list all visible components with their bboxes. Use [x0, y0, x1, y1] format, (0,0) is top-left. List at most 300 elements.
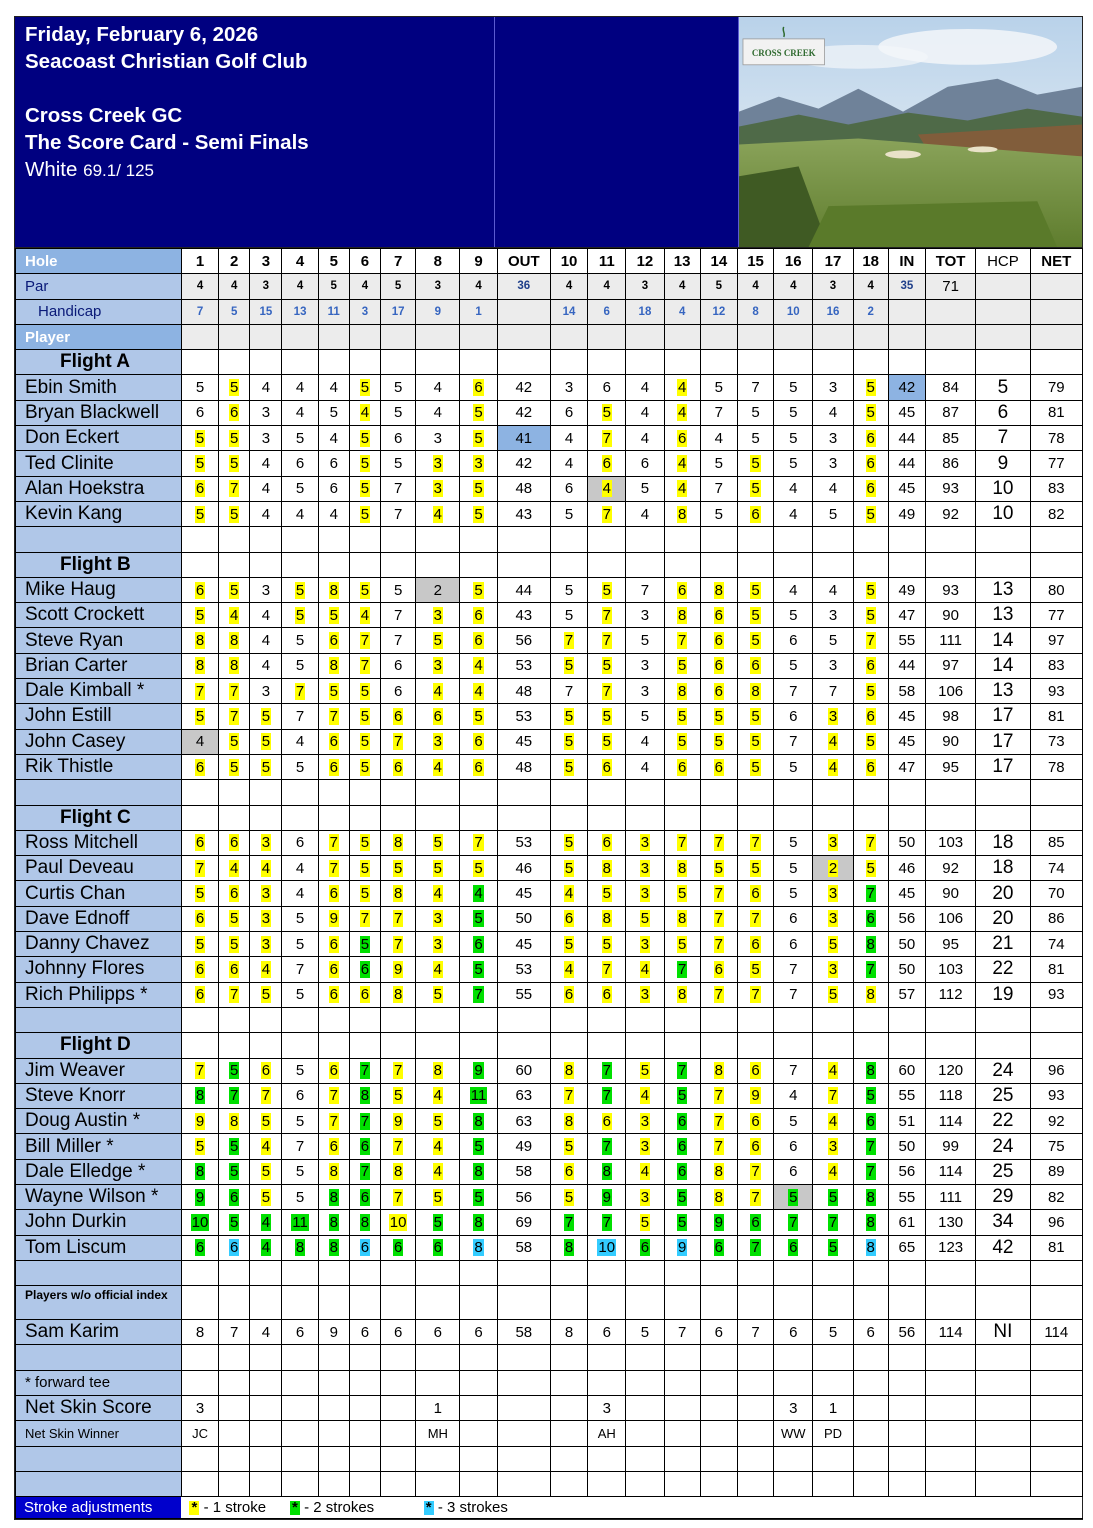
score-cell-hcp: [976, 1345, 1030, 1370]
stroke-highlight: 10: [191, 1213, 209, 1231]
score-cell-4: 5: [282, 982, 318, 1007]
player-row: [16, 375, 1083, 400]
score-cell-10: [550, 552, 587, 577]
spacer-row: [16, 1260, 1083, 1285]
score-cell-11: [588, 1007, 626, 1032]
stroke-highlight: 6: [195, 581, 205, 599]
score-cell-16: [774, 780, 813, 805]
player-row: [16, 1235, 1083, 1260]
stroke-highlight: 6: [677, 1163, 687, 1181]
score-cell-net: 77: [1030, 603, 1082, 628]
score-cell-out: [497, 1370, 550, 1395]
score-cell-18: [853, 1471, 888, 1496]
score-cell-net: 75: [1030, 1134, 1082, 1159]
score-cell-16: 7: [774, 679, 813, 704]
stroke-highlight: 6: [866, 480, 875, 498]
score-cell-13: [664, 451, 700, 476]
stroke-highlight: 7: [602, 632, 611, 650]
stroke-highlight: 5: [602, 707, 611, 725]
score-cell-15: [737, 1235, 773, 1260]
score-cell-6: [349, 324, 380, 349]
score-cell-7: [381, 1286, 416, 1320]
score-cell-hcp: 24: [976, 1058, 1030, 1083]
score-cell-3: [250, 1058, 282, 1083]
score-cell-tot: 95: [925, 932, 975, 957]
score-cell-10: [550, 1286, 587, 1320]
score-cell-tot: 84: [925, 375, 975, 400]
stroke-highlight: 7: [230, 682, 239, 700]
score-cell-tot: 85: [925, 426, 975, 451]
score-cell-11: 6: [588, 375, 626, 400]
header-blank-panel: [495, 17, 739, 247]
stroke-highlight: 7: [602, 1087, 611, 1105]
score-cell-6: [349, 1058, 380, 1083]
score-cell-in: 55: [888, 1184, 925, 1209]
score-cell-net: 79: [1030, 375, 1082, 400]
score-cell-2: [219, 577, 250, 602]
score-cell-12: [626, 1421, 664, 1446]
score-cell-4: 7: [282, 957, 318, 982]
player-name: Danny Chavez: [16, 932, 182, 957]
stroke-highlight: 8: [564, 1062, 574, 1080]
score-cell-13: [664, 603, 700, 628]
score-cell-8: [416, 1134, 460, 1159]
score-cell-5: [318, 754, 349, 779]
stroke-highlight: 9: [602, 1188, 611, 1206]
score-cell-13: [664, 1033, 700, 1058]
score-cell-net: [1030, 299, 1082, 324]
stroke-highlight: 6: [360, 986, 370, 1004]
score-cell-13: [664, 628, 700, 653]
stroke-highlight: 6: [474, 935, 483, 953]
stroke-highlight: 4: [640, 960, 650, 978]
score-cell-17: 4: [813, 400, 853, 425]
score-cell-2: [219, 350, 250, 375]
score-cell-5: [318, 350, 349, 375]
stroke-highlight: 6: [230, 885, 239, 903]
score-cell-15: [737, 476, 773, 501]
score-cell-15: [737, 1446, 773, 1471]
score-cell-6: [349, 577, 380, 602]
score-cell-4: 7: [282, 704, 318, 729]
score-cell-14: [700, 1370, 737, 1395]
score-cell-5: [318, 1058, 349, 1083]
score-cell-7: [381, 1396, 416, 1421]
score-cell-7: [381, 1421, 416, 1446]
stroke-highlight: 3: [640, 1138, 650, 1156]
player-name: John Durkin: [16, 1210, 182, 1235]
player-row: [16, 982, 1083, 1007]
score-cell-4: 5: [282, 1058, 318, 1083]
player-row: [16, 1109, 1083, 1134]
stroke-highlight: 5: [640, 1213, 650, 1231]
stroke-highlight: 7: [602, 429, 611, 447]
stroke-highlight: 6: [714, 960, 724, 978]
score-cell-3: [250, 780, 282, 805]
stroke-highlight: 6: [230, 1239, 239, 1257]
stroke-highlight: 6: [866, 429, 875, 447]
stroke-highlight: 6: [866, 707, 875, 725]
stroke-highlight: 8: [433, 1062, 442, 1080]
score-cell-3: [250, 729, 282, 754]
score-cell-10: [550, 1446, 587, 1471]
net-skin-winner-row: [16, 1421, 1083, 1446]
score-cell-16: 5: [774, 1109, 813, 1134]
score-cell-11: [588, 754, 626, 779]
stroke-highlight: 8: [474, 1239, 483, 1257]
stroke-highlight: 6: [751, 935, 760, 953]
score-cell-14: [700, 1235, 737, 1260]
score-cell-11: AH: [588, 1421, 626, 1446]
stroke-highlight: 8: [714, 581, 724, 599]
score-cell-4: 6: [282, 1320, 318, 1345]
player-name: Doug Austin *: [16, 1109, 182, 1134]
column-header: Hole: [16, 249, 182, 274]
score-cell-17: [813, 704, 853, 729]
score-cell-3: 3: [250, 577, 282, 602]
score-cell-2: [219, 1033, 250, 1058]
score-cell-5: 4: [318, 501, 349, 526]
score-cell-9: [460, 1370, 497, 1395]
stroke-highlight: 5: [677, 935, 687, 953]
score-cell-18: [853, 1058, 888, 1083]
stroke-highlight: 6: [261, 1062, 271, 1080]
score-cell-15: [737, 350, 773, 375]
score-cell-10: 7: [550, 679, 587, 704]
score-cell-7: [381, 856, 416, 881]
stroke-highlight: 6: [433, 1239, 442, 1257]
score-cell-14: 5: [700, 274, 737, 299]
score-cell-5: [318, 653, 349, 678]
score-cell-tot: 114: [925, 1159, 975, 1184]
score-cell-tot: 111: [925, 1184, 975, 1209]
stroke-highlight: 8: [866, 935, 875, 953]
score-cell-18: [853, 451, 888, 476]
score-cell-6: [349, 982, 380, 1007]
score-cell-10: [550, 1007, 587, 1032]
player-row: [16, 577, 1083, 602]
score-cell-in: 57: [888, 982, 925, 1007]
score-cell-net: [1030, 805, 1082, 830]
stroke-highlight: 5: [828, 986, 838, 1004]
score-cell-net: 78: [1030, 754, 1082, 779]
stroke-highlight: 5: [677, 1188, 687, 1206]
stroke-highlight: 5: [329, 606, 338, 624]
score-cell-8: [416, 1058, 460, 1083]
score-cell-hcp: 34: [976, 1210, 1030, 1235]
score-cell-13: [664, 527, 700, 552]
stroke-highlight: 6: [393, 1239, 403, 1257]
score-cell-tot: 93: [925, 476, 975, 501]
score-cell-2: [219, 957, 250, 982]
score-cell-6: [349, 1370, 380, 1395]
score-cell-in: 51: [888, 1109, 925, 1134]
score-cell-net: [1030, 1471, 1082, 1496]
player-row: [16, 1134, 1083, 1159]
score-cell-1: [181, 1007, 218, 1032]
score-cell-18: [853, 1033, 888, 1058]
score-cell-6: [349, 679, 380, 704]
stroke-highlight: 5: [751, 758, 760, 776]
score-cell-1: [181, 1033, 218, 1058]
score-cell-15: [737, 552, 773, 577]
stroke-highlight: 8: [230, 632, 239, 650]
score-cell-4: [282, 1033, 318, 1058]
stroke-highlight: 3: [261, 910, 271, 928]
stroke-highlight: 7: [564, 632, 574, 650]
score-cell-hcp: [976, 805, 1030, 830]
score-cell-3: 3: [250, 400, 282, 425]
score-cell-3: 4: [250, 476, 282, 501]
column-header: 10: [550, 249, 587, 274]
score-cell-hcp: 22: [976, 1109, 1030, 1134]
score-cell-net: [1030, 1007, 1082, 1032]
score-cell-3: [250, 881, 282, 906]
tee-rating: [25, 156, 484, 184]
score-cell-5: [318, 1260, 349, 1285]
score-cell-6: [349, 1260, 380, 1285]
score-cell-14: 4: [700, 426, 737, 451]
score-cell-18: [853, 906, 888, 931]
stroke-highlight: 8: [329, 1213, 338, 1231]
score-cell-9: [460, 375, 497, 400]
player-row: [16, 501, 1083, 526]
score-cell-17: [813, 350, 853, 375]
score-cell-7: 7: [381, 603, 416, 628]
score-cell-in: 50: [888, 1134, 925, 1159]
score-cell-14: 7: [700, 476, 737, 501]
score-cell-hcp: 25: [976, 1083, 1030, 1108]
stroke-highlight: 8: [393, 1163, 403, 1181]
stroke-highlight: 5: [474, 1138, 483, 1156]
stroke-highlight: 7: [828, 1213, 838, 1231]
stroke-highlight: 6: [329, 733, 338, 751]
score-cell-7: [381, 1446, 416, 1471]
score-cell-8: [416, 476, 460, 501]
score-cell-17: [813, 1184, 853, 1209]
score-cell-tot: 98: [925, 704, 975, 729]
score-cell-15: [737, 1134, 773, 1159]
score-cell-5: [318, 1446, 349, 1471]
score-cell-5: [318, 704, 349, 729]
score-cell-6: [349, 476, 380, 501]
stroke-highlight: 8: [329, 1239, 338, 1257]
score-cell-10: [550, 1109, 587, 1134]
stroke-highlight: 7: [564, 1213, 574, 1231]
score-cell-13: [664, 1260, 700, 1285]
score-cell-1: [181, 350, 218, 375]
score-cell-in: 45: [888, 881, 925, 906]
score-cell-13: [664, 957, 700, 982]
stroke-highlight: 6: [714, 606, 724, 624]
score-cell-12: [626, 906, 664, 931]
score-cell-9: [460, 982, 497, 1007]
stroke-highlight: 6: [714, 1239, 724, 1257]
score-cell-hcp: [976, 1007, 1030, 1032]
score-cell-14: [700, 957, 737, 982]
score-cell-10: [550, 1345, 587, 1370]
score-cell-7: [381, 881, 416, 906]
score-cell-out: 56: [497, 628, 550, 653]
score-cell-5: 6: [318, 476, 349, 501]
score-cell-18: [853, 805, 888, 830]
score-cell-hcp: 5: [976, 375, 1030, 400]
score-cell-14: [700, 729, 737, 754]
score-cell-in: [888, 805, 925, 830]
score-cell-12: [626, 1134, 664, 1159]
stroke-highlight: 5: [714, 707, 724, 725]
score-cell-4: [282, 1421, 318, 1446]
score-cell-2: [219, 830, 250, 855]
stroke-highlight: 4: [433, 960, 442, 978]
score-cell-10: [550, 653, 587, 678]
score-cell-11: 6: [588, 1320, 626, 1345]
score-cell-16: 5: [774, 375, 813, 400]
player-row: [16, 906, 1083, 931]
score-cell-16: [774, 1471, 813, 1496]
score-cell-12: 4: [626, 400, 664, 425]
flight-header-row: [16, 552, 1083, 577]
score-cell-net: 83: [1030, 653, 1082, 678]
score-cell-18: [853, 603, 888, 628]
stroke-highlight: 9: [195, 1188, 205, 1206]
score-cell-11: [588, 881, 626, 906]
stroke-highlight: 5: [474, 404, 483, 422]
score-cell-5: [318, 830, 349, 855]
score-cell-11: [588, 1370, 626, 1395]
score-cell-4: [282, 805, 318, 830]
score-cell-out: [497, 805, 550, 830]
score-cell-10: [550, 906, 587, 931]
stroke-highlight: 6: [329, 960, 338, 978]
score-cell-1: [181, 1446, 218, 1471]
score-cell-13: [664, 426, 700, 451]
score-cell-17: 5: [813, 628, 853, 653]
stroke-highlight: 5: [866, 682, 875, 700]
score-cell-tot: 99: [925, 1134, 975, 1159]
score-cell-15: 7: [737, 375, 773, 400]
score-cell-9: [460, 653, 497, 678]
player-row: [16, 476, 1083, 501]
score-cell-5: [318, 1235, 349, 1260]
score-cell-3: 3: [250, 274, 282, 299]
stroke-highlight: 6: [751, 885, 760, 903]
score-cell-18: [853, 1007, 888, 1032]
stroke-highlight: 5: [433, 1188, 442, 1206]
score-cell-hcp: [976, 1396, 1030, 1421]
stroke-highlight: 8: [602, 910, 611, 928]
score-cell-2: 5: [219, 299, 250, 324]
score-cell-in: 45: [888, 400, 925, 425]
stroke-highlight: 5: [360, 859, 370, 877]
score-cell-2: [219, 1421, 250, 1446]
score-cell-out: 46: [497, 856, 550, 881]
stroke-highlight: 5: [474, 1188, 483, 1206]
score-cell-13: 4: [664, 274, 700, 299]
score-cell-out: [497, 1421, 550, 1446]
stroke-highlight: 8: [329, 657, 338, 675]
score-cell-13: [664, 1235, 700, 1260]
score-cell-net: 86: [1030, 906, 1082, 931]
score-cell-hcp: [976, 274, 1030, 299]
score-cell-net: 73: [1030, 729, 1082, 754]
score-cell-11: 4: [588, 274, 626, 299]
player-row: [16, 1058, 1083, 1083]
score-cell-17: [813, 754, 853, 779]
stroke-highlight: 9: [393, 960, 403, 978]
score-cell-12: 4: [626, 501, 664, 526]
score-cell-13: 7: [664, 1320, 700, 1345]
score-cell-6: [349, 1007, 380, 1032]
player-name: Dale Elledge *: [16, 1159, 182, 1184]
score-cell-17: [813, 552, 853, 577]
player-name: Sam Karim: [16, 1320, 182, 1345]
score-cell-3: [250, 1235, 282, 1260]
score-cell-out: 53: [497, 653, 550, 678]
score-cell-13: [664, 1396, 700, 1421]
score-cell-14: [700, 679, 737, 704]
score-cell-9: [460, 754, 497, 779]
stroke-highlight: 7: [866, 960, 875, 978]
score-cell-out: 36: [497, 274, 550, 299]
player-row: [16, 451, 1083, 476]
stroke-highlight: 5: [751, 859, 760, 877]
player-name: Brian Carter: [16, 653, 182, 678]
score-cell-7: [381, 1083, 416, 1108]
score-cell-tot: [925, 1286, 975, 1320]
score-cell-tot: [925, 1007, 975, 1032]
score-cell-5: [318, 1210, 349, 1235]
score-cell-13: [664, 754, 700, 779]
score-cell-1: [181, 679, 218, 704]
score-cell-out: 48: [497, 679, 550, 704]
stroke-highlight: 8: [230, 1112, 239, 1130]
score-cell-10: [550, 350, 587, 375]
score-cell-8: 6: [416, 1320, 460, 1345]
row-label: Net Skin Winner: [16, 1421, 182, 1446]
score-cell-4: 4: [282, 400, 318, 425]
score-cell-16: 5: [774, 426, 813, 451]
score-cell-2: [219, 1184, 250, 1209]
score-cell-16: [774, 552, 813, 577]
score-cell-8: 4: [416, 375, 460, 400]
score-cell-hcp: 10: [976, 476, 1030, 501]
stroke-highlight: 4: [261, 960, 271, 978]
score-cell-17: [813, 982, 853, 1007]
stroke-highlight: 6: [789, 1239, 798, 1257]
score-cell-12: 5: [626, 1320, 664, 1345]
score-cell-12: 18: [626, 299, 664, 324]
score-table: [15, 248, 1083, 1519]
stroke-highlight: 6: [602, 758, 611, 776]
player-row: [16, 856, 1083, 881]
stroke-highlight: 4: [828, 1112, 838, 1130]
score-cell-net: 93: [1030, 982, 1082, 1007]
player-row: [16, 1210, 1083, 1235]
stroke-highlight: 5: [751, 606, 760, 624]
stroke-highlight: 5: [261, 758, 271, 776]
score-cell-4: 4: [282, 501, 318, 526]
score-cell-17: [813, 780, 853, 805]
stroke-highlight: 6: [474, 606, 483, 624]
stroke-highlight: 5: [360, 758, 370, 776]
stroke-highlight: 8: [295, 1239, 305, 1257]
score-cell-in: 45: [888, 476, 925, 501]
score-cell-out: 58: [497, 1159, 550, 1184]
score-cell-4: [282, 577, 318, 602]
stroke-highlight: 7: [751, 1188, 760, 1206]
stroke-highlight: 6: [714, 632, 724, 650]
